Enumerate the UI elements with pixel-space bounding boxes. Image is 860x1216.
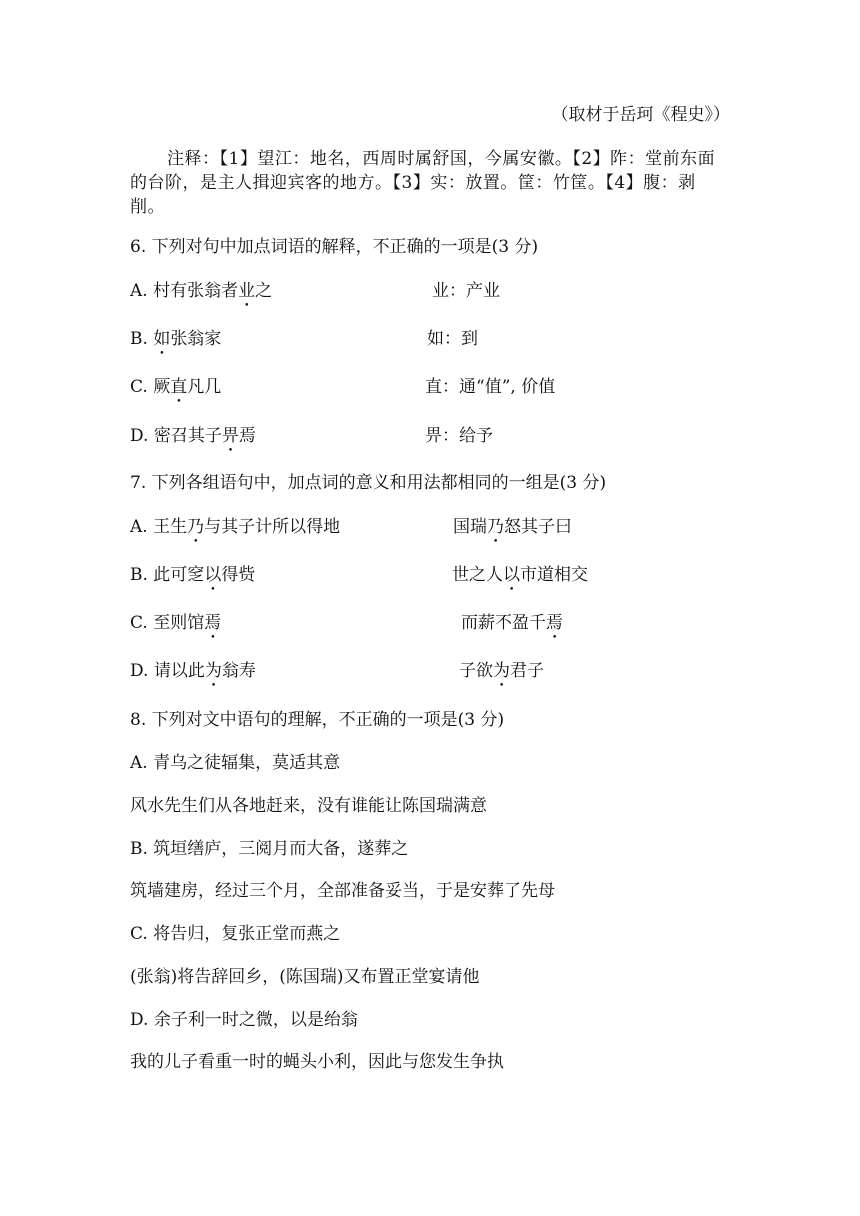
q6-option-b-explanation: 如：到 [427,329,478,349]
q7-option-d-left: D. 请以此为翁寿 [130,661,256,681]
q6-option-d: D. 密召其子畀焉 [130,426,256,446]
question-6-stem: 6. 下列对句中加点词语的解释，不正确的一项是(3 分) [130,237,539,257]
q8-option-b-quote: B. 筑垣缮庐，三阅月而大备，遂葬之 [130,839,409,859]
q7-option-b-right: 世之人以市道相交 [452,565,588,585]
q8-option-d-quote: D. 余子利一时之微，以是绐翁 [130,1010,358,1030]
question-8-stem: 8. 下列对文中语句的理解，不正确的一项是(3 分) [130,710,505,730]
q7-option-a-right: 国瑞乃怒其子曰 [453,517,572,537]
annotation-note: 注释：【1】望江：地名，西周时属舒国，今属安徽。【2】阼：堂前东面的台阶，是主人揖迎宾客的地方。【3】实：放置。筐：竹筐。【4】腹：剥削。 [130,149,716,217]
q8-option-c-quote: C. 将告归，复张正堂而燕之 [130,924,341,944]
question-7-stem: 7. 下列各组语句中，加点词的意义和用法都相同的一组是(3 分) [130,473,607,493]
q6-option-d-explanation: 畀：给予 [425,426,493,446]
q8-option-a-meaning: 风水先生们从各地赶来，没有谁能让陈国瑞满意 [130,796,487,816]
q8-option-c-meaning: (张翁)将告辞回乡，(陈国瑞)又布置正堂宴请他 [130,967,480,987]
q7-option-d-right: 子欲为君子 [459,661,544,681]
q7-option-b-left: B. 此可窆以得赀 [130,565,256,585]
q7-option-c-right: 而薪不盈千焉 [461,613,563,633]
q6-option-a: A. 村有张翁者业之 [130,281,273,301]
q6-option-c-explanation: 直：通“值”, 价值 [425,377,556,397]
q6-option-b: B. 如张翁家 [130,329,222,349]
q6-option-c: C. 厥直凡几 [130,377,222,397]
q7-option-a-left: A. 王生乃与其子计所以得地 [130,517,341,537]
q6-option-a-explanation: 业：产业 [432,281,500,301]
source-citation: （取材于岳珂《程史》） [551,105,730,125]
q8-option-d-meaning: 我的儿子看重一时的蝇头小利，因此与您发生争执 [130,1052,504,1072]
q8-option-b-meaning: 筑墙建房，经过三个月，全部准备妥当，于是安葬了先母 [130,881,555,901]
q7-option-c-left: C. 至则馆焉 [130,613,222,633]
q8-option-a-quote: A. 青乌之徒辐集，莫适其意 [130,753,341,773]
